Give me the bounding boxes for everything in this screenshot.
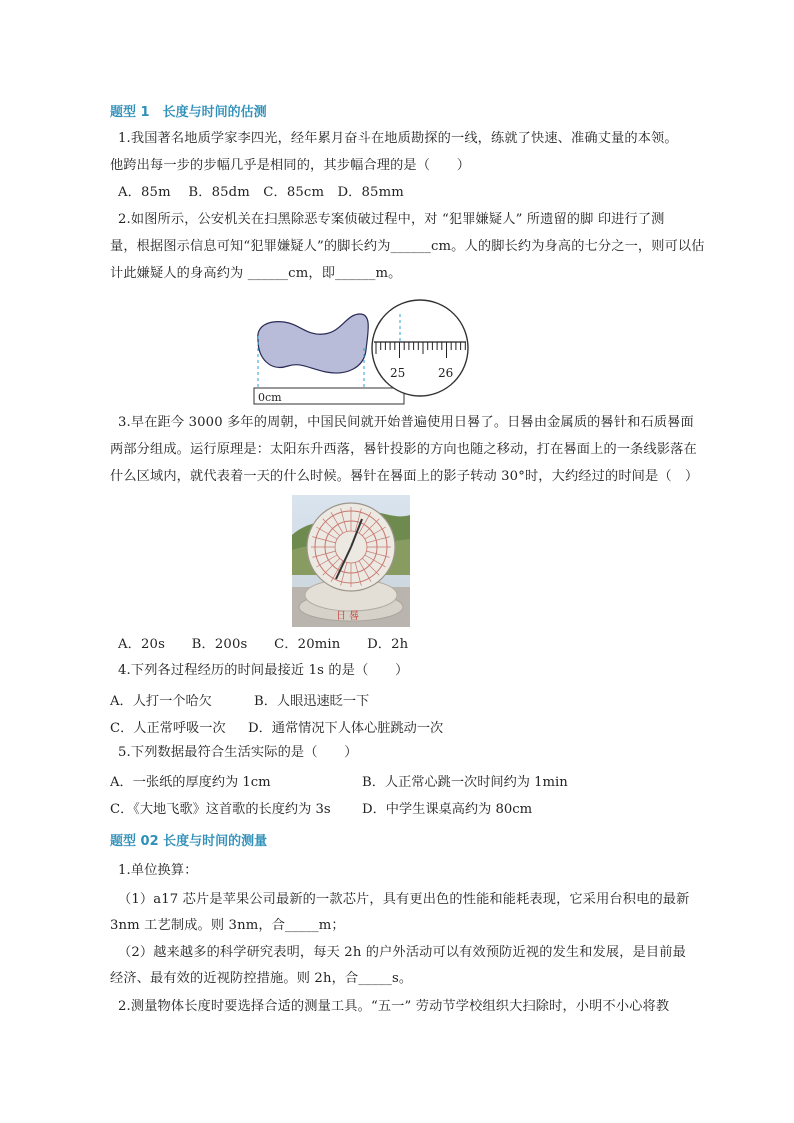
tick-label-26: 26 bbox=[438, 366, 454, 380]
q4-option-d: D．通常情况下人体心脏跳动一次 bbox=[248, 721, 444, 736]
q3-stem-line3: 什么区域内，就代表着一天的什么时候。晷针在晷面上的影子转动 30°时，大约经过的时间是（ ） bbox=[110, 469, 699, 484]
q3-stem-line1: 3.早在距今 3000 多年的周朝，中国民间就开始普遍使用日晷了。日晷由金属质的晷针和石质晷面 bbox=[118, 415, 694, 430]
ruler-zero-label: 0cm bbox=[258, 391, 282, 404]
q5-option-c: C．《大地飞歌》这首歌的长度约为 3s bbox=[110, 802, 331, 817]
q5-option-d: D．中学生课桌高约为 80cm bbox=[362, 802, 533, 817]
q4-option-a: A．人打一个哈欠 bbox=[110, 694, 212, 709]
sundial-label: 日 晷 bbox=[336, 611, 360, 622]
s2-q1-part2-line1: （2）越来越多的科学研究表明，每天 2h 的户外活动可以有效预防近视的发生和发展，是目前最 bbox=[118, 945, 686, 960]
section-heading-measurement: 题型 02 长度与时间的测量 bbox=[110, 834, 268, 849]
footprint-shape bbox=[258, 314, 368, 373]
s2-q2-stem-line1: 2.测量物体长度时要选择合适的测量工具。“五一” 劳动节学校组织大扫除时，小明不小心将教 bbox=[118, 999, 670, 1014]
q2-stem-line1: 2.如图所示，公安机关在扫黑除恶专案侦破过程中，对 “犯罪嫌疑人” 所遗留的脚 印进行了测 bbox=[118, 212, 665, 227]
q4-option-b: B．人眼迅速眨一下 bbox=[254, 694, 370, 709]
q1-stem-line2: 他跨出每一步的步幅几乎是相同的，其步幅合理的是（ ） bbox=[110, 158, 471, 173]
tick-label-25: 25 bbox=[390, 366, 406, 380]
q5-stem: 5.下列数据最符合生活实际的是（ ） bbox=[118, 745, 358, 760]
q5-option-a: A．一张纸的厚度约为 1cm bbox=[110, 775, 271, 790]
s2-q1-part1-line1: （1）a17 芯片是苹果公司最新的一款芯片，具有更出色的性能和能耗表现，它采用台积电的最新 bbox=[118, 892, 690, 907]
q3-stem-line2: 两部分组成。运行原理是：太阳东升西落，晷针投影的方向也随之移动，打在晷面上的一条线影落在 bbox=[110, 442, 697, 457]
q2-stem-line2: 量，根据图示信息可知“犯罪嫌疑人”的脚长约为______cm。人的脚长约为身高的七分之一，则可以估 bbox=[110, 239, 705, 254]
q1-options: A．85m B．85dm C．85cm D．85mm bbox=[118, 185, 404, 200]
q4-option-c: C．人正常呼吸一次 bbox=[110, 721, 226, 736]
s2-q1-part2-line2: 经济、最有效的近视防控措施。则 2h，合_____s。 bbox=[110, 971, 413, 986]
q2-stem-line3: 计此嫌疑人的身高约为 ______cm，即______m。 bbox=[110, 266, 402, 281]
s2-q1-stem: 1.单位换算： bbox=[118, 863, 198, 878]
s2-q1-part1-line2: 3nm 工艺制成。则 3nm，合_____m； bbox=[110, 918, 345, 933]
q4-stem: 4.下列各过程经历的时间最接近 1s 的是（ ） bbox=[118, 663, 409, 678]
q3-options: A．20s B．200s C．20min D．2h bbox=[118, 637, 409, 652]
section-heading-estimation: 题型 1 长度与时间的估测 bbox=[110, 105, 267, 120]
q1-stem-line1: 1.我国著名地质学家李四光，经年累月奋斗在地质勘探的一线，练就了快速、准确丈量的本领。 bbox=[118, 131, 678, 146]
footprint-ruler-figure bbox=[250, 292, 476, 406]
q5-option-b: B．人正常心跳一次时间约为 1min bbox=[362, 775, 568, 790]
sundial-photo bbox=[292, 495, 410, 627]
magnifier-circle bbox=[372, 300, 468, 396]
